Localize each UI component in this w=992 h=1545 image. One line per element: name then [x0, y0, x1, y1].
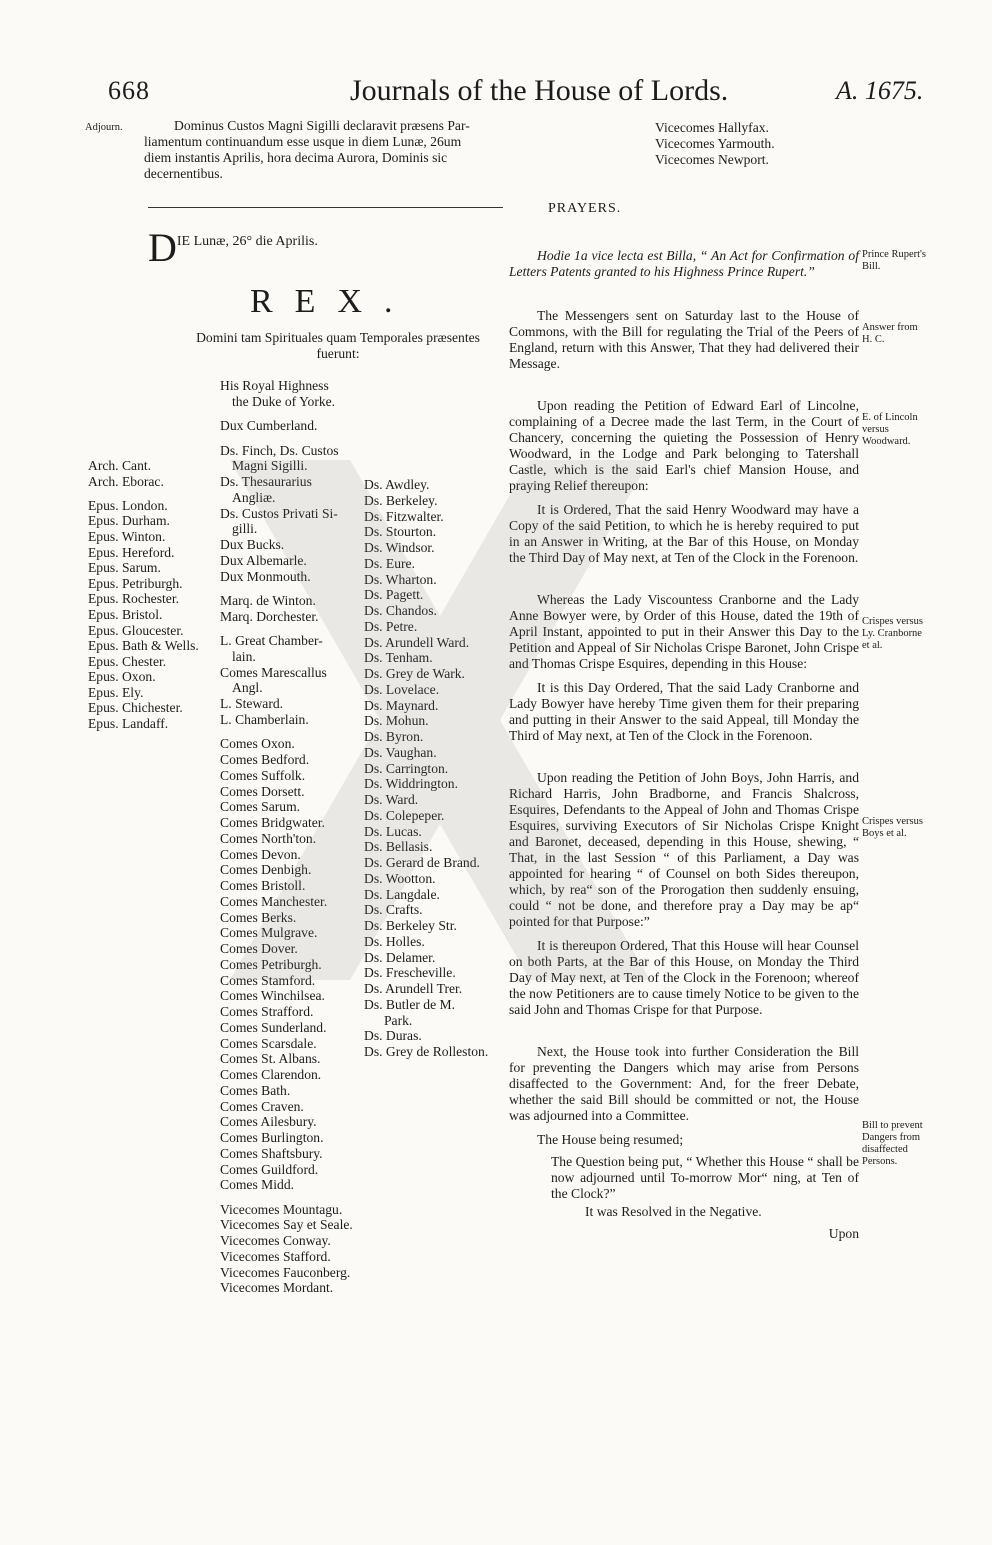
paragraph-ordered-2: It is this Day Ordered, That the said Lady Cranborne and Lady Bowyer have hereby Time given them for their preparing and putting in their Answer to the said Appeal, till Monday the Third of May next, at Ten of the Clock in the Forenoon.	[509, 680, 859, 743]
name-entry: Ds. Awdley.	[364, 477, 430, 492]
name-entry	[88, 489, 199, 498]
name-entry: Comes Midd.	[220, 1177, 295, 1193]
paragraph-whereas: Whereas the Lady Viscountess Cranborne and the Lady Anne Bowyer were, by Order of this House, dated the 19th of April Instant, appointed to put in their Answer this Day to the Petition and Appeal of Sir Nicholas Crispe Baronet, John Crispe and Thomas Crispe Esquires, depending in this House:	[509, 592, 859, 671]
margin-note-bill: Bill to prevent Dangers from disaffected Persons.	[862, 1120, 923, 1167]
name-entry: Epus. Durham.	[88, 513, 170, 529]
name-entry: Ds. Lovelace.	[364, 681, 440, 697]
name-entry: Ds. Byron.	[364, 729, 424, 744]
name-entry: Comes Dorsett.	[220, 783, 305, 799]
name-entry: Park.	[384, 1012, 413, 1028]
name-entry: Ds. Lucas.	[364, 823, 422, 839]
peers-column	[220, 378, 353, 1296]
name-entry: Epus. Hereford.	[88, 544, 175, 560]
name-entry: Ds. Tenham.	[364, 650, 433, 666]
paragraph-resolved: It was Resolved in the Negative.	[585, 1204, 762, 1219]
name-entry: Comes Oxon.	[220, 736, 295, 752]
name-entry: His Royal Highness	[220, 378, 329, 393]
name-entry: Epus. Gloucester.	[88, 622, 184, 638]
name-entry: Epus. Sarum.	[88, 560, 161, 576]
name-entry	[220, 1193, 353, 1202]
name-entry: Comes Bath.	[220, 1082, 291, 1098]
margin-note-boys: Crispes versus Boys et al.	[862, 816, 923, 839]
name-entry: Comes Dover.	[220, 941, 298, 957]
name-entry: Ds. Delamer.	[364, 949, 436, 965]
name-entry: Ds. Widdrington.	[364, 776, 458, 792]
drop-cap: D	[148, 225, 177, 270]
name-entry: Epus. Ely.	[88, 684, 144, 700]
name-entry: Epus. Rochester.	[88, 591, 179, 607]
name-entry: Ds. Wharton.	[364, 571, 437, 587]
name-entry: Ds. Gerard de Brand.	[364, 855, 480, 870]
name-entry: Ds. Grey de Wark.	[364, 666, 465, 681]
name-entry: Ds. Mohun.	[364, 713, 429, 729]
paragraph-question: The Question being put, “ Whether this House “ shall be now adjourned until To-morrow Mor“ ning, at Ten of the Clock?”	[551, 1154, 859, 1201]
name-entry: Vicecomes Stafford.	[220, 1248, 331, 1264]
name-entry: Vicecomes Fauconberg.	[220, 1264, 351, 1280]
name-entry: L. Steward.	[220, 696, 284, 712]
paragraph-messengers: The Messengers sent on Saturday last to the House of Commons, with the Bill for regulating the Trial of the Peers of England, return with this Answer, That they had delivered their Message.	[509, 308, 859, 371]
divider	[148, 207, 503, 208]
name-entry	[220, 624, 353, 633]
name-entry: Vicecomes Mountagu.	[220, 1201, 343, 1217]
name-entry	[220, 410, 353, 419]
name-entry: Ds. Crafts.	[364, 902, 423, 918]
domini-line: Domini tam Spirituales quam Temporales præsentes	[196, 330, 480, 345]
name-entry: Epus. Landaff.	[88, 716, 169, 732]
name-entry: Ds. Eure.	[364, 555, 415, 571]
date-heading	[148, 225, 318, 270]
name-entry: Comes Burlington.	[220, 1130, 324, 1146]
name-entry: Comes Bedford.	[220, 752, 310, 768]
name-entry: Comes North'ton.	[220, 830, 317, 846]
name-entry: Comes Denbigh.	[220, 862, 312, 878]
name-entry: Ds. Arundell Trer.	[364, 981, 463, 996]
name-entry: Comes Suffolk.	[220, 767, 306, 783]
name-entry: Magni Sigilli.	[232, 458, 308, 474]
catchword: Upon	[828, 1226, 859, 1241]
name-entry: Ds. Stourton.	[364, 524, 437, 540]
paragraph-next: Next, the House took into further Consideration the Bill for preventing the Dangers which may arise from Persons disaffected to the Government: And, for the freer Debate, whether the said Bill should be committed or not, the House was adjourned into a Committee.	[509, 1044, 859, 1123]
adjourn-line: decernentibus.	[144, 166, 223, 181]
margin-note-adjourn: Adjourn.	[85, 122, 123, 133]
name-entry: Ds. Bellasis.	[364, 839, 433, 855]
name-entry	[220, 434, 353, 443]
name-entry: Comes Devon.	[220, 846, 301, 862]
name-entry: Epus. Chichester.	[88, 700, 183, 716]
name-entry: Epus. Oxon.	[88, 669, 156, 685]
prayers-heading: PRAYERS.	[548, 201, 622, 216]
paragraph-resumed: The House being resumed;	[537, 1132, 684, 1147]
name-entry: L. Great Chamber-	[220, 633, 323, 649]
name-entry: L. Chamberlain.	[220, 711, 309, 727]
year: A. 1675.	[836, 76, 924, 105]
name-entry: Ds. Petre.	[364, 618, 418, 634]
viscounts-top	[655, 120, 775, 168]
paragraph-lincoln: Upon reading the Petition of Edward Earl of Lincolne, complaining of a Decree made the last Term, in the Court of Chancery, concerning the quieting the Possession of Henry Woodward, in the Lodge and Park belonging to Tatershall Castle, which is the said Earl's chief Mansion House, and praying Relief thereupon:	[509, 398, 859, 493]
name-entry: Comes St. Albans.	[220, 1051, 321, 1067]
name-entry: Epus. Chester.	[88, 653, 167, 669]
name-entry: Ds. Arundell Ward.	[364, 634, 470, 650]
name-entry: Ds. Berkeley Str.	[364, 918, 457, 933]
domini-line: fuerunt:	[316, 346, 360, 361]
margin-note-cranborne: Crispes versus Ly. Cranborne et al.	[862, 616, 923, 651]
bishops-column	[88, 458, 199, 732]
name-entry: gilli.	[232, 521, 258, 537]
rex-heading: REX.	[250, 283, 415, 320]
name-entry: Ds. Frescheville.	[364, 965, 456, 981]
name-entry: Comes Ailesbury.	[220, 1114, 317, 1130]
name-entry: Ds. Duras.	[364, 1028, 422, 1044]
margin-note-answer: Answer from H. C.	[862, 322, 918, 345]
name-entry: Ds. Berkeley.	[364, 492, 438, 508]
name-entry: Marq. de Winton.	[220, 592, 316, 608]
name-entry: Ds. Vaughan.	[364, 744, 437, 760]
name-entry: Ds. Grey de Rolleston.	[364, 1044, 489, 1059]
name-entry: Comes Sunderland.	[220, 1019, 327, 1035]
page-number: 668	[108, 76, 150, 105]
name-entry: Comes Scarsdale.	[220, 1035, 317, 1051]
name-entry: Ds. Holles.	[364, 933, 425, 949]
name-entry: Comes Guildford.	[220, 1161, 319, 1177]
name-entry: Arch. Cant.	[88, 458, 152, 473]
date-text: IE Lunæ, 26° die Aprilis.	[176, 234, 318, 249]
domini-heading	[168, 330, 508, 362]
name-entry: Vicecomes Say et Seale.	[220, 1217, 353, 1233]
name-entry: Dux Albemarle.	[220, 552, 307, 568]
name-entry: Ds. Colepeper.	[364, 807, 445, 823]
name-entry: Arch. Eborac.	[88, 473, 164, 489]
name-entry: Comes Winchilsea.	[220, 988, 325, 1004]
name-entry: Vicecomes Conway.	[220, 1233, 331, 1249]
name-entry: Comes Shaftsbury.	[220, 1145, 323, 1161]
adjourn-paragraph	[144, 118, 512, 182]
name-entry: Ds. Thesaurarius	[220, 474, 312, 490]
name-entry: Marq. Dorchester.	[220, 608, 319, 624]
name-entry: Comes Mulgrave.	[220, 925, 318, 941]
name-entry: Comes Sarum.	[220, 799, 301, 815]
name-entry: Ds. Butler de M.	[364, 996, 455, 1012]
name-entry: Comes Berks.	[220, 909, 297, 925]
name-entry: Comes Craven.	[220, 1098, 304, 1114]
name-entry: Dux Monmouth.	[220, 568, 311, 584]
name-entry: Comes Stamford.	[220, 972, 316, 988]
adjourn-line: Dominus Custos Magni Sigilli declaravit præsens Par-	[174, 118, 470, 133]
name-entry: Vicecomes Mordant.	[220, 1280, 334, 1296]
name-entry	[220, 584, 353, 593]
name-entry: Ds. Carrington.	[364, 760, 449, 776]
adjourn-line: liamentum continuandum esse usque in diem Lunæ, 26um	[144, 134, 462, 149]
paragraph-ordered-3: It is thereupon Ordered, That this House will hear Counsel on both Parts, at the Bar of this House, on Monday the Third Day of May next, at Ten of the Clock in the Forenoon; whereof the now Petitioners are to cause timely Notice to be given to the said John and Thomas Crispe for that Purpose.	[509, 938, 859, 1017]
paragraph-boys: Upon reading the Petition of John Boys, John Harris, and Richard Harris, John Bradborne, and Francis Shalcross, Esquires, Defendants to the Appeal of John and Thomas Crispe Esquires, surviving Executors of Sir Nicholas Crispe Knight and Baronet, deceased, depending in this House, shewing, “ That, in the last Session “ of this Parliament, a Day was appointed for hearing “ of Counsel on both Sides thereupon, which, by rea“ son of the Prorogation then suddenly ensuing, could “ not be done, and therefore pray a Day may be ap“ pointed for that Purpose:”	[509, 770, 859, 929]
name-entry: lain.	[232, 648, 256, 664]
name-entry: the Duke of Yorke.	[232, 393, 336, 409]
name-entry: Comes Bridgwater.	[220, 815, 325, 831]
name-entry: Ds. Maynard.	[364, 697, 439, 713]
barons-column	[364, 477, 488, 1060]
name-entry: Dux Cumberland.	[220, 418, 318, 434]
name-entry: Ds. Custos Privati Si-	[220, 505, 338, 521]
name-entry: Epus. Bristol.	[88, 606, 163, 622]
name-entry: Epus. Winton.	[88, 528, 166, 544]
name-entry: Ds. Wootton.	[364, 870, 436, 886]
name-entry: Angliæ.	[232, 489, 276, 505]
name-entry: Ds. Langdale.	[364, 886, 440, 902]
name-entry: Epus. Bath & Wells.	[88, 638, 199, 654]
paragraph-ordered-1: It is Ordered, That the said Henry Woodward may have a Copy of the said Petition, to which he is hereby required to put in an Answer in Writing, at the Bar of this House, on Monday the Third Day of May next, at Ten of the Clock in the Forenoon.	[509, 502, 859, 565]
name-entry: Comes Clarendon.	[220, 1067, 322, 1083]
name-entry: Comes Marescallus	[220, 664, 327, 680]
name-entry: Dux Bucks.	[220, 537, 285, 553]
name-entry: Ds. Ward.	[364, 792, 419, 807]
name-entry	[220, 728, 353, 737]
margin-note-lincoln: E. of Lincoln versus Woodward.	[862, 412, 918, 447]
viscount-line: Vicecomes Newport.	[655, 152, 769, 167]
name-entry: Angl.	[232, 680, 263, 696]
running-title: Journals of the House of Lords.	[350, 74, 729, 107]
adjourn-line: diem instantis Aprilis, hora decima Aurora, Dominis sic	[144, 150, 448, 165]
name-entry: Ds. Windsor.	[364, 540, 435, 555]
name-entry: Ds. Fitzwalter.	[364, 508, 444, 524]
name-entry: Ds. Finch, Ds. Custos	[220, 442, 339, 458]
paragraph-hodie: Hodie 1a vice lecta est Billa, “ An Act for Confirmation of Letters Patents granted to his Highness Prince Rupert.”	[509, 248, 859, 279]
name-entry: Epus. Petriburgh.	[88, 575, 183, 591]
right-column	[509, 248, 859, 1242]
name-entry: Comes Manchester.	[220, 893, 328, 909]
name-entry: Comes Petriburgh.	[220, 956, 322, 972]
name-entry: Ds. Pagett.	[364, 587, 424, 603]
viscount-line: Vicecomes Hallyfax.	[655, 120, 769, 135]
margin-note-prince-rupert: Prince Rupert's Bill.	[862, 249, 927, 272]
name-entry: Epus. London.	[88, 497, 168, 513]
name-entry: Ds. Chandos.	[364, 603, 437, 618]
viscount-line: Vicecomes Yarmouth.	[655, 136, 775, 151]
name-entry: Comes Bristoll.	[220, 878, 306, 894]
name-entry: Comes Strafford.	[220, 1004, 314, 1020]
